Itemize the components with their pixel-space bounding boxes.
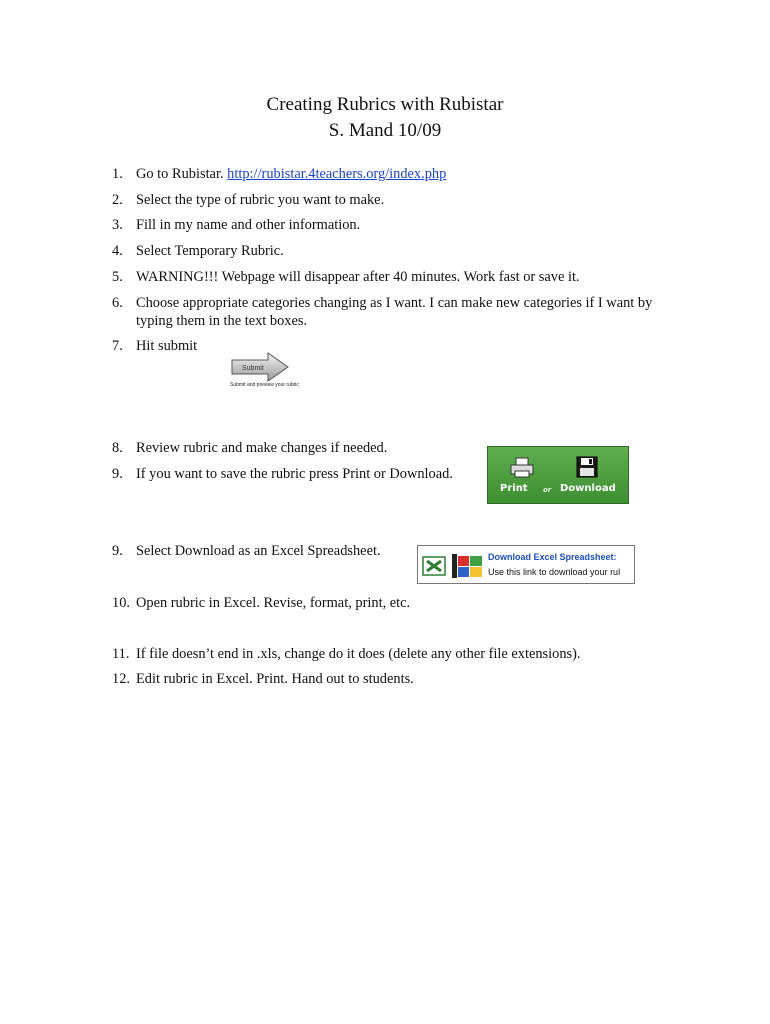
or-label: or bbox=[543, 486, 552, 494]
step-number: 2. bbox=[112, 192, 123, 208]
floppy-disk-icon bbox=[576, 456, 598, 478]
windows-logo-icon bbox=[452, 552, 484, 580]
printer-icon bbox=[510, 457, 534, 479]
step-text: If file doesn’t end in .xls, change do it does (delete any other file extensions). bbox=[136, 646, 581, 662]
step-number: 9. bbox=[112, 466, 123, 482]
step-text-continued: typing them in the text boxes. bbox=[136, 313, 308, 329]
step-text: Go to Rubistar. http://rubistar.4teachers.org/index.php bbox=[136, 166, 447, 182]
step-number: 4. bbox=[112, 243, 123, 259]
step-text: Open rubric in Excel. Revise, format, print, etc. bbox=[136, 595, 411, 611]
step-text: Hit submit bbox=[136, 338, 198, 354]
excel-title[interactable]: Download Excel Spreadsheet: bbox=[488, 552, 617, 562]
step-text: WARNING!!! Webpage will disappear after 40 minutes. Work fast or save it. bbox=[136, 269, 580, 285]
submit-caption: Submit and preview your rubric bbox=[230, 382, 299, 388]
step-number: 7. bbox=[112, 338, 123, 354]
excel-description: Use this link to download your rul bbox=[488, 567, 621, 577]
submit-label: Submit bbox=[242, 365, 264, 372]
document-title: Creating Rubrics with Rubistar bbox=[266, 94, 504, 115]
print-or-download-box[interactable] bbox=[487, 446, 629, 504]
excel-icon bbox=[422, 556, 446, 576]
step-number: 1. bbox=[112, 166, 123, 182]
print-label[interactable]: Print bbox=[500, 483, 528, 494]
step-text: Select Temporary Rubric. bbox=[136, 243, 284, 259]
step-number: 11. bbox=[112, 646, 130, 662]
download-label[interactable]: Download bbox=[560, 483, 616, 494]
step-number: 8. bbox=[112, 440, 123, 456]
step-text: Select Download as an Excel Spreadsheet. bbox=[136, 543, 381, 559]
step-text: Edit rubric in Excel. Print. Hand out to students. bbox=[136, 671, 414, 687]
step-number: 10. bbox=[112, 595, 130, 611]
download-excel-box[interactable] bbox=[417, 545, 635, 584]
document-subtitle: S. Mand 10/09 bbox=[328, 120, 442, 141]
step-text: Select the type of rubric you want to make. bbox=[136, 192, 385, 208]
step-text: Review rubric and make changes if needed. bbox=[136, 440, 388, 456]
step-number: 9. bbox=[112, 543, 123, 559]
step-number: 6. bbox=[112, 295, 123, 311]
step-number: 12. bbox=[112, 671, 130, 687]
step-number: 5. bbox=[112, 269, 123, 285]
step-number: 3. bbox=[112, 217, 123, 233]
step-text: Fill in my name and other information. bbox=[136, 217, 361, 233]
rubistar-link[interactable]: http://rubistar.4teachers.org/index.php bbox=[227, 166, 447, 182]
step-text: If you want to save the rubric press Print or Download. bbox=[136, 466, 453, 482]
step-text: Choose appropriate categories changing as I want. I can make new categories if I want by bbox=[136, 295, 653, 311]
